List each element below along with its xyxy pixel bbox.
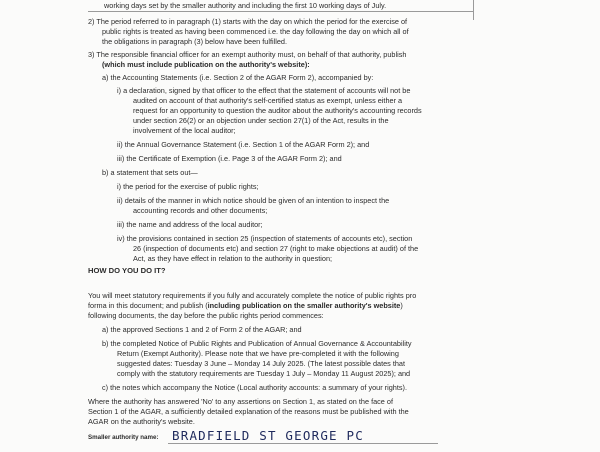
where-line-1: Where the authority has answered 'No' to any assertions on Section 1, as stated on the face of [88,397,393,406]
para-3a-ii: ii) the Annual Governance Statement (i.e. Section 1 of the AGAR Form 2); and [117,140,370,149]
where-line-2: Section 1 of the AGAR, a sufficiently detailed explanation of the reasons must be published with the [88,407,409,416]
how-line-3: following documents, the day before the public rights period commences: [88,311,324,320]
para-3a-i-line-3: request for an opportunity to question the auditor about the authority's accounting records [133,106,422,115]
how-item-c: c) the notes which accompany the Notice (Local authority accounts: a summary of your rights). [102,383,407,392]
para-3a-iii: iii) the Certificate of Exemption (i.e. Page 3 of the AGAR Form 2); and [117,154,342,163]
frame-right-rule [473,0,474,20]
authority-name-underline [168,443,438,444]
para-2-line-2: public rights is treated as having been commenced i.e. the day following the day on which all of [102,27,409,36]
para-3b-iii: iii) the name and address of the local auditor; [117,220,263,229]
intro-tail-text: working days set by the smaller authority and including the first 10 working days of July. [104,1,387,10]
authority-name-label: Smaller authority name: [88,434,159,441]
authority-name-handwritten-value: BRADFIELD ST GEORGE PC [172,428,364,443]
para-3a-i-line-5: involvement of the local auditor; [133,126,236,135]
para-3b-iv-line-3: Act, as they have effect in relation to the authority in question; [133,254,333,263]
para-3a-i-line-1: i) a declaration, signed by that officer to the effect that the statement of accounts will not be [117,86,411,95]
para-3b-ii-line-2: accounting records and other documents; [133,206,268,215]
how-item-b-line-2: Return (Exempt Authority). Please note that we have pre-completed it with the following [117,349,399,358]
where-line-3: AGAR on the authority's website. [88,417,195,426]
para-3a: a) the Accounting Statements (i.e. Section 2 of the AGAR Form 2), accompanied by: [102,73,374,82]
para-3b-i: i) the period for the exercise of public rights; [117,182,259,191]
how-heading: HOW DO YOU DO IT? [88,266,166,275]
para-3a-i-line-4: under section 26(2) or an objection under section 27(1) of the Act, results in the [133,116,389,125]
para-3b-iv-line-1: iv) the provisions contained in section 25 (inspection of statements of accounts etc), section [117,234,413,243]
para-3-line-1: 3) The responsible financial officer for an exempt authority must, on behalf of that authority, publish [88,50,407,59]
how-item-b-line-3: suggested dates: Tuesday 3 June – Monday 14 July 2025. (The latest possible dates that [117,359,406,368]
how-item-b-line-4: comply with the statutory requirements are Tuesday 1 July – Monday 11 August 2025); and [117,369,411,378]
para-3b-ii-line-1: ii) details of the manner in which notice should be given of an intention to inspect the [117,196,390,205]
para-2-line-1: 2) The period referred to in paragraph (1) starts with the day on which the period for the exercise of [88,17,408,26]
para-2-line-3: the obligations in paragraph (3) below have been fulfilled. [102,37,287,46]
how-line-2: forma in this document; and publish (including publication on the smaller authority's website) [88,301,403,310]
para-3-line-2: (which must include publication on the authority's website): [102,60,310,69]
how-line-1: You will meet statutory requirements if you fully and accurately complete the notice of public rights pro [88,291,417,300]
frame-top-rule [88,11,473,12]
how-item-a: a) the approved Sections 1 and 2 of Form 2 of the AGAR; and [102,325,302,334]
para-3a-i-line-2: audited on account of that authority's self-certified status as exempt, unless either a [133,96,403,105]
para-3b: b) a statement that sets out— [102,168,198,177]
how-item-b-line-1: b) the completed Notice of Public Rights and Publication of Annual Governance & Accountability [102,339,412,348]
para-3b-iv-line-2: 26 (inspection of documents etc) and section 27 (right to make objections at audit) of the [133,244,419,253]
